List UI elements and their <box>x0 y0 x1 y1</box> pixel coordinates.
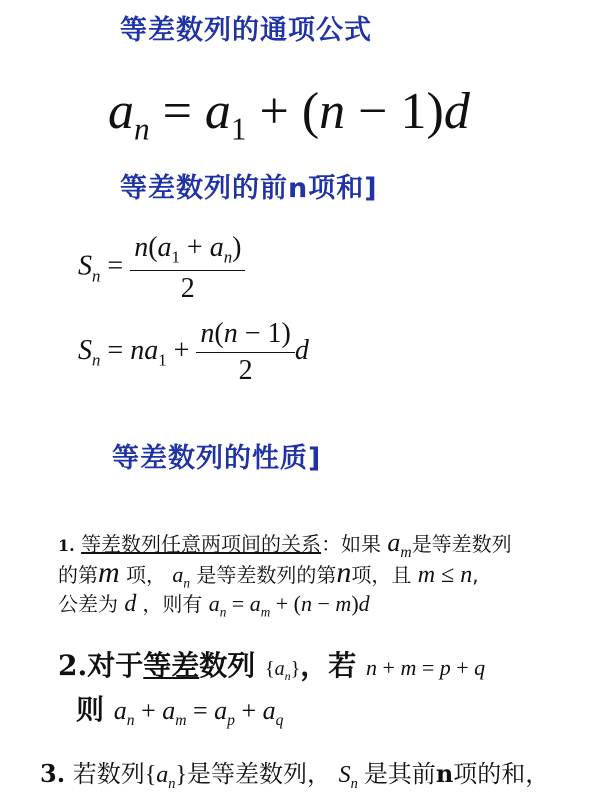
property-2-line-1: 2.对于等差数列 $\{a_n\}$，若 n + m = p + q <box>58 649 486 683</box>
formula-sum-2: $S_n = na_1$ + $\frac{n(n - 1)}{2}$ d <box>78 318 309 386</box>
formula-sum-1: $S_n$ = $\frac{n(a_1 + a_n)}{2}$ <box>78 232 245 305</box>
property-2-line-2: 则 $a_n + a_m = a_p + a_q$ <box>76 693 284 730</box>
property-1-label: 等差数列任意两项间的关系 <box>81 532 322 556</box>
heading-general-term: 等差数列的通项公式 <box>120 15 372 46</box>
property-1-line-1: 1. 等差数列任意两项间的关系：如果 $a_m$是等差数列 <box>58 528 512 562</box>
property-1-line-3: 公差为 d ，则有 $a_n = a_m + (n - m)d$ <box>58 591 370 620</box>
formula-general-term: $a_n = a_1 + (n - 1)d$ <box>108 83 470 147</box>
property-1-number: 1. <box>58 536 75 555</box>
property-2-number: 2. <box>58 649 88 682</box>
property-3-line-1: 3. 若数列$\{a_n\}$是等差数列， $S_n$ 是其前n项的和， <box>40 759 550 792</box>
heading-properties: 等差数列的性质] <box>112 443 322 474</box>
heading-sum: 等差数列的前n项和] <box>120 173 378 204</box>
property-1-line-2: 的第m 项， $a_n$ 是等差数列的第n项，且 m ≤ n, <box>58 556 479 591</box>
property-3-number: 3. <box>40 759 66 788</box>
